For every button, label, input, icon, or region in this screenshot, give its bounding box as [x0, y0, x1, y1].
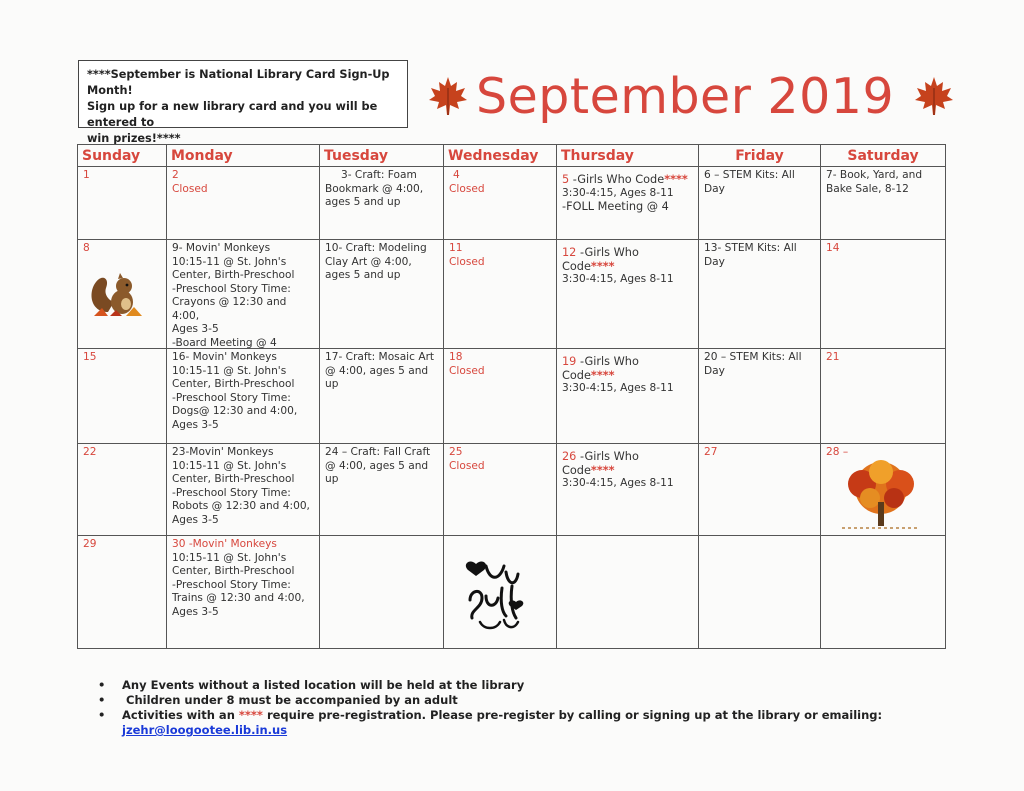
- event-title: 30 -Movin' Monkeys: [172, 538, 277, 550]
- day-cell-3: [320, 167, 444, 240]
- day-cell-17: [320, 349, 444, 444]
- day-cell-25: [444, 444, 557, 536]
- day-header-saturday: Saturday: [821, 145, 946, 167]
- footer-note-location: • Any Events without a listed location will be held at the library: [98, 678, 978, 693]
- day-header-thursday: Thursday: [557, 145, 699, 167]
- event-line: ages 5 and up: [325, 196, 401, 208]
- day-cell-15: [78, 349, 167, 444]
- event-line: [172, 538, 314, 552]
- squirrel-icon: [86, 262, 148, 318]
- day-number: 25: [449, 446, 463, 458]
- event-line: up: [325, 378, 339, 390]
- event-line: 23-Movin' Monkeys: [172, 446, 274, 458]
- event-line: Trains @ 12:30 and 4:00,: [172, 592, 305, 604]
- day-header-monday: Monday: [167, 145, 320, 167]
- day-cell-19: [557, 349, 699, 444]
- day-number: 29: [83, 538, 97, 550]
- event-line: Day: [704, 364, 725, 377]
- day-header-wednesday: Wednesday: [444, 145, 557, 167]
- registration-marker: ****: [590, 259, 615, 273]
- day-cell-5: [557, 167, 699, 240]
- event-line: [562, 450, 693, 477]
- event-line: Bookmark @ 4:00,: [325, 182, 424, 195]
- day-cell-20: [699, 349, 821, 444]
- empty-cell: [444, 536, 557, 649]
- day-number: 1: [83, 169, 90, 181]
- day-number: 26: [562, 450, 577, 463]
- day-cell-12: [557, 240, 699, 349]
- maple-leaf-icon: [426, 74, 470, 118]
- day-cell-26: [557, 444, 699, 536]
- event-line: 10- Craft: Modeling: [325, 242, 427, 254]
- day-cell-22: [78, 444, 167, 536]
- event-line: 3:30-4:15, Ages 8-11: [562, 477, 674, 489]
- empty-cell: [699, 536, 821, 649]
- day-number: 11: [449, 242, 463, 254]
- event-line: ages 5 and up: [325, 269, 401, 281]
- library-card-notice: [78, 60, 408, 145]
- event-line: 20 – STEM Kits: All: [704, 351, 802, 363]
- event-line: 3:30-4:15, Ages 8-11: [562, 186, 674, 199]
- event-line: Center, Birth-Preschool: [172, 473, 295, 485]
- page-title: September 2019: [476, 68, 895, 125]
- event-line: Crayons @ 12:30 and 4:00,: [172, 296, 287, 322]
- footer-note-text: Activities with an: [122, 708, 239, 722]
- day-number: 15: [83, 351, 97, 363]
- event-line: 10:15-11 @ St. John's: [172, 364, 287, 377]
- day-cell-7: [821, 167, 946, 240]
- footer-note-registration: [98, 708, 978, 738]
- event-title: -Girls Who Code: [562, 246, 639, 273]
- footer-note-age: [98, 693, 978, 708]
- event-line: Bake Sale, 8-12: [826, 182, 909, 195]
- day-cell-14: [821, 240, 946, 349]
- day-cell-23: [167, 444, 320, 536]
- event-line: 13- STEM Kits: All: [704, 242, 797, 254]
- day-header-tuesday: Tuesday: [320, 145, 444, 167]
- maple-leaf-icon: [912, 74, 956, 118]
- registration-marker: ****: [590, 463, 615, 477]
- closed-label: Closed: [449, 364, 485, 377]
- day-cell-13: [699, 240, 821, 349]
- notice-line-2: Sign up for a new library card and you will be entered to: [87, 100, 378, 129]
- event-line: 6 – STEM Kits: All: [704, 169, 795, 181]
- event-line: 7- Book, Yard, and: [826, 169, 923, 181]
- event-line: [562, 355, 693, 382]
- event-title: -Girls Who Code: [562, 450, 639, 477]
- day-cell-10: [320, 240, 444, 349]
- day-number: 8: [83, 242, 90, 254]
- its-fall-yall-graphic: [456, 552, 536, 636]
- day-number: 5: [562, 173, 570, 186]
- day-cell-21: [821, 349, 946, 444]
- empty-cell: [557, 536, 699, 649]
- event-line: -Preschool Story Time:: [172, 282, 291, 295]
- event-line: 10:15-11 @ St. John's: [172, 255, 287, 268]
- event-line: Dogs@ 12:30 and 4:00,: [172, 405, 298, 417]
- day-number: 2: [172, 169, 179, 181]
- day-header-sunday: Sunday: [78, 145, 167, 167]
- footer-notes: [98, 678, 978, 738]
- day-cell-9: [167, 240, 320, 349]
- event-line: 9- Movin' Monkeys: [172, 242, 271, 254]
- day-number: 4: [453, 169, 460, 181]
- day-number: 22: [83, 446, 97, 458]
- day-number: 18: [449, 351, 463, 363]
- notice-line-1: ****September is National Library Card Sign-Up Month!: [87, 68, 390, 97]
- event-line: [562, 246, 693, 273]
- event-line: @ 4:00, ages 5 and: [325, 364, 429, 377]
- event-line: Day: [704, 255, 725, 268]
- event-line: Robots @ 12:30 and 4:00,: [172, 500, 310, 512]
- event-title: -Girls Who Code: [562, 355, 639, 382]
- page-header: [418, 62, 958, 132]
- closed-label: Closed: [172, 182, 208, 195]
- day-cell-8: [78, 240, 167, 349]
- day-cell-27: [699, 444, 821, 536]
- event-line: @ 4:00, ages 5 and: [325, 459, 429, 472]
- day-cell-1: [78, 167, 167, 240]
- event-line: 10:15-11 @ St. John's: [172, 551, 287, 564]
- registration-marker: ****: [664, 173, 688, 186]
- day-cell-18: [444, 349, 557, 444]
- day-cell-4: [444, 167, 557, 240]
- day-number: 19: [562, 355, 577, 368]
- event-line: 17- Craft: Mosaic Art: [325, 351, 435, 363]
- day-number: 21: [826, 351, 840, 363]
- event-line: -Preschool Story Time:: [172, 578, 291, 591]
- empty-cell: [320, 536, 444, 649]
- closed-label: Closed: [449, 182, 485, 195]
- event-line: Ages 3-5: [172, 418, 219, 431]
- day-cell-29: [78, 536, 167, 649]
- day-cell-24: [320, 444, 444, 536]
- event-line: Day: [704, 182, 725, 195]
- event-line: Ages 3-5: [172, 513, 219, 526]
- event-line: Ages 3-5: [172, 323, 219, 335]
- event-line: 16- Movin' Monkeys: [172, 351, 277, 363]
- event-line: 24 – Craft: Fall Craft: [325, 446, 431, 458]
- day-cell-16: [167, 349, 320, 444]
- day-cell-30: [167, 536, 320, 649]
- footer-note-age-text: Children under 8 must be accompanied by an adult: [126, 693, 458, 707]
- calendar-grid: [77, 144, 946, 649]
- email-link[interactable]: jzehr@loogootee.lib.in.us: [122, 723, 288, 737]
- day-cell-6: [699, 167, 821, 240]
- event-line: [562, 173, 693, 187]
- day-number: 28 –: [826, 446, 849, 458]
- event-line: 10:15-11 @ St. John's: [172, 459, 287, 472]
- event-line: Center, Birth-Preschool: [172, 378, 295, 390]
- autumn-tree-icon: [836, 458, 926, 534]
- event-line: 3:30-4:15, Ages 8-11: [562, 273, 674, 285]
- day-cell-28: [821, 444, 946, 536]
- event-line: Center, Birth-Preschool: [172, 565, 295, 577]
- notice-line-3: win prizes!****: [87, 132, 181, 145]
- registration-marker: ****: [238, 708, 263, 722]
- event-line: -FOLL Meeting @ 4: [562, 200, 669, 213]
- event-line: Clay Art @ 4:00,: [325, 255, 412, 268]
- registration-marker: ****: [590, 368, 615, 382]
- closed-label: Closed: [449, 459, 485, 472]
- event-line: -Board Meeting @ 4: [172, 336, 277, 349]
- event-line: -Preschool Story Time:: [172, 486, 291, 499]
- event-line: Ages 3-5: [172, 605, 219, 618]
- closed-label: Closed: [449, 255, 485, 268]
- day-cell-11: [444, 240, 557, 349]
- day-header-friday: Friday: [699, 145, 821, 167]
- event-line: 3- Craft: Foam: [341, 169, 417, 181]
- day-number: 27: [704, 446, 718, 458]
- day-number: 12: [562, 246, 577, 259]
- event-line: Center, Birth-Preschool: [172, 269, 295, 281]
- event-line: -Preschool Story Time:: [172, 391, 291, 404]
- event-line: 3:30-4:15, Ages 8-11: [562, 382, 674, 394]
- day-cell-2: [167, 167, 320, 240]
- event-title: -Girls Who Code: [569, 173, 665, 186]
- day-number: 14: [826, 242, 840, 254]
- footer-note-text: require pre-registration. Please pre-register by calling or signing up at the library or emailing:: [262, 708, 883, 722]
- event-line: up: [325, 473, 339, 485]
- empty-cell: [821, 536, 946, 649]
